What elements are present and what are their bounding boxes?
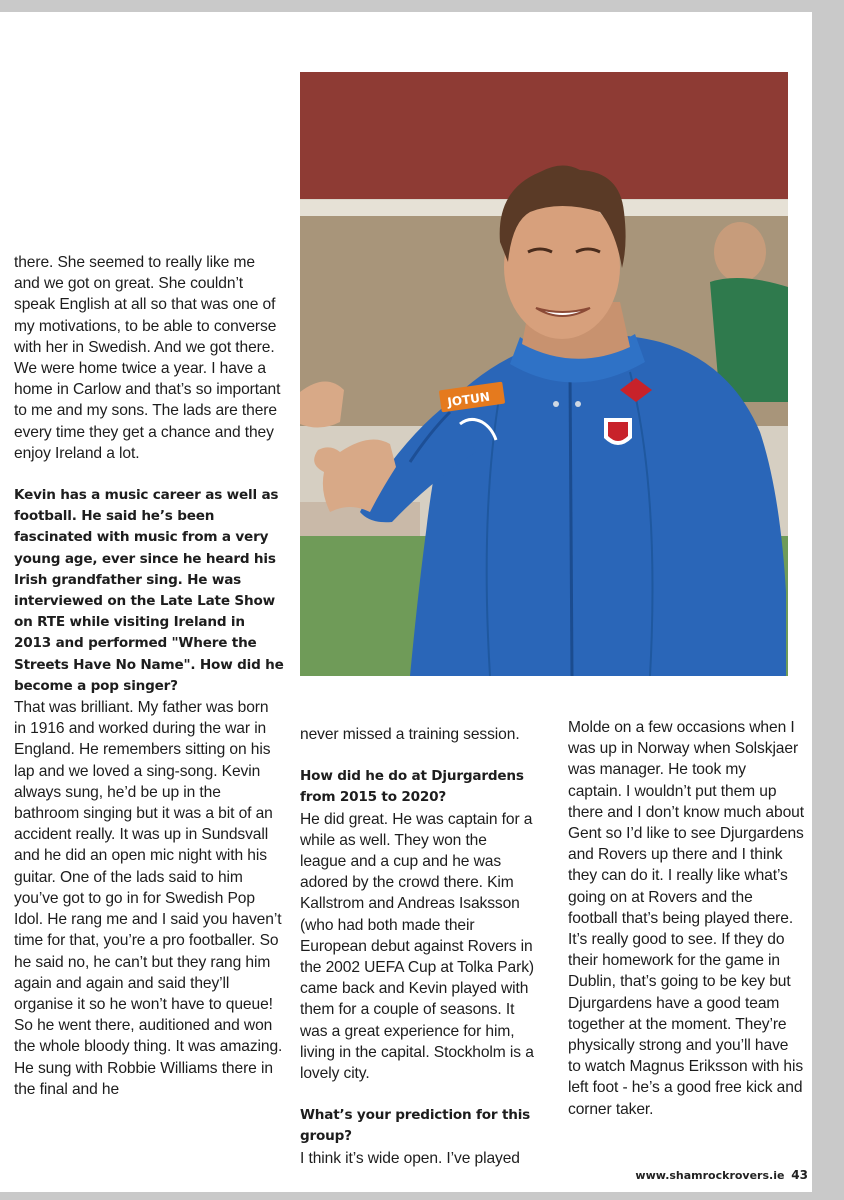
answer-paragraph: never missed a training session. bbox=[300, 726, 520, 743]
coach-illustration bbox=[300, 72, 788, 676]
page-number: 43 bbox=[791, 1168, 808, 1182]
answer-paragraph: That was brilliant. My father was born in 1916 and worked during the war in England. He remembers sitting on his lap and we loved a sing-song. Kevin always sung, he’d be up in the bathroom singing but it was a bit of an accident really. It was up in Sundsvall and he did an open mic night with his guitar. One of the lads said to him you’ve got to go in for Swedish Pop Idol. He rang me and I said you haven’t time for that, you’re a pro footballer. So he said no, he can’t but they rang him again and again and said they’ll organise it so he won’t have to queue! So he went there, auditioned and won the whole bloody thing. It was amazing. He sung with Robbie Williams there in the final and he bbox=[14, 699, 283, 1098]
coach-photo bbox=[300, 72, 788, 676]
page-footer bbox=[635, 1168, 808, 1182]
website-link[interactable]: www.shamrockrovers.ie bbox=[635, 1169, 785, 1182]
answer-paragraph: I think it’s wide open. I’ve played bbox=[300, 1149, 520, 1167]
jacket-brand-label: JOTUN bbox=[446, 389, 491, 410]
interview-question: Kevin has a music career as well as football. He said he’s been fascinated with music from a very young age, ever since he heard his Irish grandfather sing. He was interviewed on the Late Late Show on RTE while visiting Ireland in 2013 and performed "Where the Streets Have No Name". How did he become a pop singer? bbox=[14, 487, 284, 694]
answer-paragraph: Molde on a few occasions when I was up in Norway when Solskjaer was manager. He took my captain. I wouldn’t put them up there and I don’t know much about Gent so I’d like to see Djurgardens and Rovers up there and I think they can do it. I really like what’s going on at Rovers and the football that’s being played there. It’s really good to see. If they do their homework for the game in Dublin, that’s going to be key but Djurgardens have a good team together at the moment. They’re physically strong and you’ll have to watch Magnus Eriksson with his left foot - he’s a good free kick and corner taker. bbox=[568, 719, 804, 1118]
article-column-1 bbox=[14, 252, 284, 1100]
interview-question: How did he do at Djurgardens from 2015 to 2020? bbox=[300, 768, 524, 806]
article-column-2 bbox=[300, 724, 536, 1169]
magazine-page bbox=[0, 12, 812, 1192]
interview-question: What’s your prediction for this group? bbox=[300, 1107, 531, 1145]
answer-paragraph: there. She seemed to really like me and we got on great. She couldn’t speak English at all so that was one of my motivations, to be able to converse with her in Swedish. And we got there. We were home twice a year. I have a home in Carlow and that’s so important to me and my sons. The lads are there every time they get a chance and they enjoy Ireland a lot. bbox=[14, 254, 281, 462]
article-column-3 bbox=[568, 717, 804, 1120]
answer-paragraph: He did great. He was captain for a while as well. They won the league and a cup and he was adored by the crowd there. Kim Kallstrom and Andreas Isaksson (who had both made their European debut against Rovers in the 2002 UEFA Cup at Tolka Park) came back and Kevin played with them for a couple of seasons. It was a great experience for him, living in the capital. Stockholm is a lovely city. bbox=[300, 810, 535, 1083]
